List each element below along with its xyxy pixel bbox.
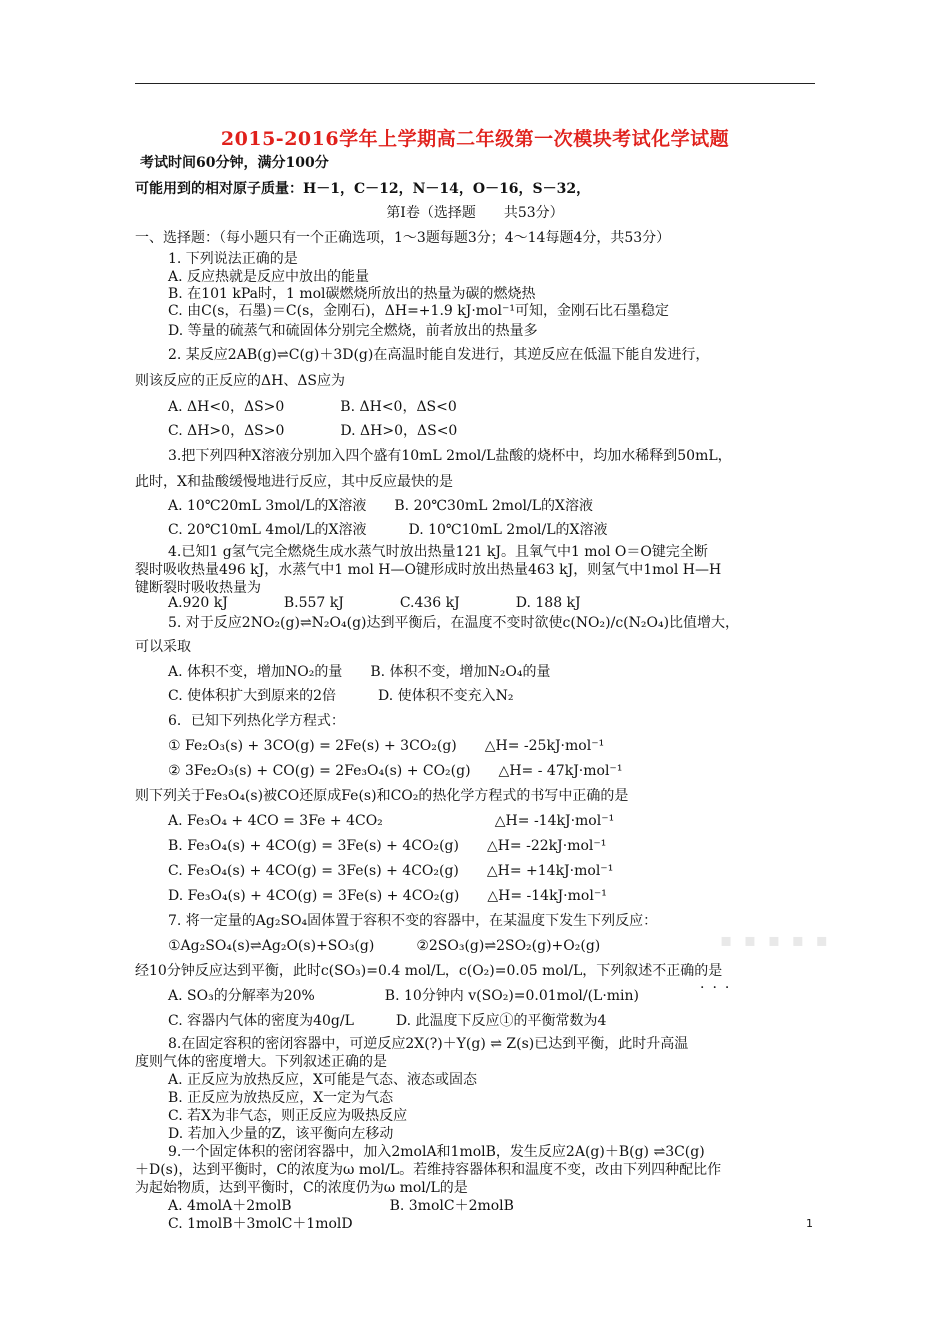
question-line: A. ΔH<0，ΔS>0 B. ΔH<0，ΔS<0 [168,399,457,415]
question-line: D. 等量的硫蒸气和硫固体分别完全燃烧，前者放出的热量多 [168,323,538,339]
emphasis-dots: ··· [700,980,738,996]
question-line: 此时，X和盐酸缓慢地进行反应，其中反应最快的是 [135,474,453,490]
question-line: 可以采取 [135,639,191,655]
question-line: 8.在固定容积的密闭容器中，可逆反应2X(?)＋Y(g) ⇌ Z(s)已达到平衡，此时升高温 [168,1036,689,1052]
question-line: 4.已知1 g氢气完全燃烧生成水蒸气时放出热量121 kJ。且氧气中1 mol O＝O键完全断 [168,544,708,560]
question-line: B. 在101 kPa时，1 mol碳燃烧所放出的热量为碳的燃烧热 [168,286,536,302]
question-line: ＋D(s)，达到平衡时，C的浓度为ω mol/L。若维持容器体积和温度不变，改由下列四种配比作 [135,1162,722,1178]
question-line: A. 反应热就是反应中放出的能量 [168,269,370,285]
question-line: ①Ag₂SO₄(s)⇌Ag₂O(s)+SO₃(g) ②2SO₃(g)⇌2SO₂(g)+O₂(g) [168,938,601,954]
question-line: A. 4molA＋2molB B. 3molC＋2molB [168,1198,514,1214]
section-intro: 一、选择题：（每小题只有一个正确选项，1～3题每题3分；4～14每题4分，共53分） [135,230,671,246]
question-line: A. 10℃20mL 3mol/L的X溶液 B. 20℃30mL 2mol/L的X溶液 [168,498,593,514]
section-title: 第Ⅰ卷（选择题 共53分） [386,205,564,221]
question-line: 则下列关于Fe₃O₄(s)被CO还原成Fe(s)和CO₂的热化学方程式的书写中正确的是 [135,788,629,804]
question-line: ① Fe₂O₃(s) + 3CO(g) = 2Fe(s) + 3CO₂(g) △H= -25kJ·mol⁻¹ [168,738,605,754]
atomic-mass-line: 可能用到的相对原子质量：H－1，C－12，N－14，O－16，S－32， [135,181,591,197]
question-line: 为起始物质，达到平衡时，C的浓度仍为ω mol/L的是 [135,1180,468,1196]
question-line: C. 若X为非气态，则正反应为吸热反应 [168,1108,408,1124]
question-line: C. ΔH>0，ΔS>0 D. ΔH>0，ΔS<0 [168,423,458,439]
question-line: 经10分钟反应达到平衡，此时c(SO₃)=0.4 mol/L，c(O₂)=0.05 mol/L，下列叙述不正确的是 [135,963,723,979]
question-line: D. 若加入少量的Z，该平衡向左移动 [168,1126,394,1142]
question-line: 2. 某反应2AB(g)⇌C(g)＋3D(g)在高温时能自发进行，其逆反应在低温下能自发进行， [168,347,710,363]
watermark-mark: ▪ ▪ ▪ ▪ ▪ [720,930,831,951]
question-line: ② 3Fe₂O₃(s) + CO(g) = 2Fe₃O₄(s) + CO₂(g) △H= - 47kJ·mol⁻¹ [168,763,623,779]
question-line: C. 由C(s，石墨)＝C(s，金刚石)，ΔH=+1.9 kJ·mol⁻¹可知，金刚石比石墨稳定 [168,303,669,319]
question-line: 1. 下列说法正确的是 [168,251,298,267]
question-line: 6．已知下列热化学方程式： [168,713,345,729]
question-line: A. 正反应为放热反应，X可能是气态、液态或固态 [168,1072,477,1088]
question-line: 9.一个固定体积的密闭容器中，加入2molA和1molB，发生反应2A(g)＋B(g) ⇌3C(g) [168,1144,705,1160]
question-line: 度则气体的密度增大。下列叙述正确的是 [135,1054,387,1070]
question-line: D. Fe₃O₄(s) + 4CO(g) = 3Fe(s) + 4CO₂(g) △H= -14kJ·mol⁻¹ [168,888,607,904]
question-line: 7. 将一定量的Ag₂SO₄固体置于容积不变的容器中，在某温度下发生下列反应： [168,913,658,929]
question-line: C. 20℃10mL 4mol/L的X溶液 D. 10℃10mL 2mol/L的X溶液 [168,522,608,538]
exam-time: 考试时间60分钟，满分100分 [140,155,329,171]
question-line: 则该反应的正反应的ΔH、ΔS应为 [135,373,346,389]
question-line: 3.把下列四种X溶液分别加入四个盛有10mL 2mol/L盐酸的烧杯中，均加水稀释到50mL， [168,448,732,464]
question-line: A.920 kJ B.557 kJ C.436 kJ D. 188 kJ [168,595,581,611]
question-line: C. 容器内气体的密度为40g/L D. 此温度下反应①的平衡常数为4 [168,1013,607,1029]
question-line: C. 使体积扩大到原来的2倍 D. 使体积不变充入N₂ [168,688,514,704]
page-number: 1 [806,1217,813,1230]
question-line: A. SO₃的分解率为20% B. 10分钟内 v(SO₂)=0.01mol/(L·min) [168,988,640,1004]
question-line: C. 1molB＋3molC＋1molD [168,1216,353,1232]
exam-title: 2015-2016学年上学期高二年级第一次模块考试化学试题 [220,128,730,150]
header-rule [135,83,815,84]
question-line: 裂时吸收热量496 kJ，水蒸气中1 mol H—O键形成时放出热量463 kJ，则氢气中1mol H—H [135,562,722,578]
question-line: B. Fe₃O₄(s) + 4CO(g) = 3Fe(s) + 4CO₂(g) △H= -22kJ·mol⁻¹ [168,838,607,854]
question-line: A. 体积不变，增加NO₂的量 B. 体积不变，增加N₂O₄的量 [168,664,551,680]
question-line: 键断裂时吸收热量为 [135,580,261,596]
question-line: 5. 对于反应2NO₂(g)⇌N₂O₄(g)达到平衡后，在温度不变时欲使c(NO₂)/c(N₂O₄)比值增大， [168,615,740,631]
question-line: C. Fe₃O₄(s) + 4CO(g) = 3Fe(s) + 4CO₂(g) △H= +14kJ·mol⁻¹ [168,863,614,879]
question-line: B. 正反应为放热反应，X一定为气态 [168,1090,394,1106]
question-line: A. Fe₃O₄ + 4CO = 3Fe + 4CO₂ △H= -14kJ·mol⁻¹ [168,813,615,829]
